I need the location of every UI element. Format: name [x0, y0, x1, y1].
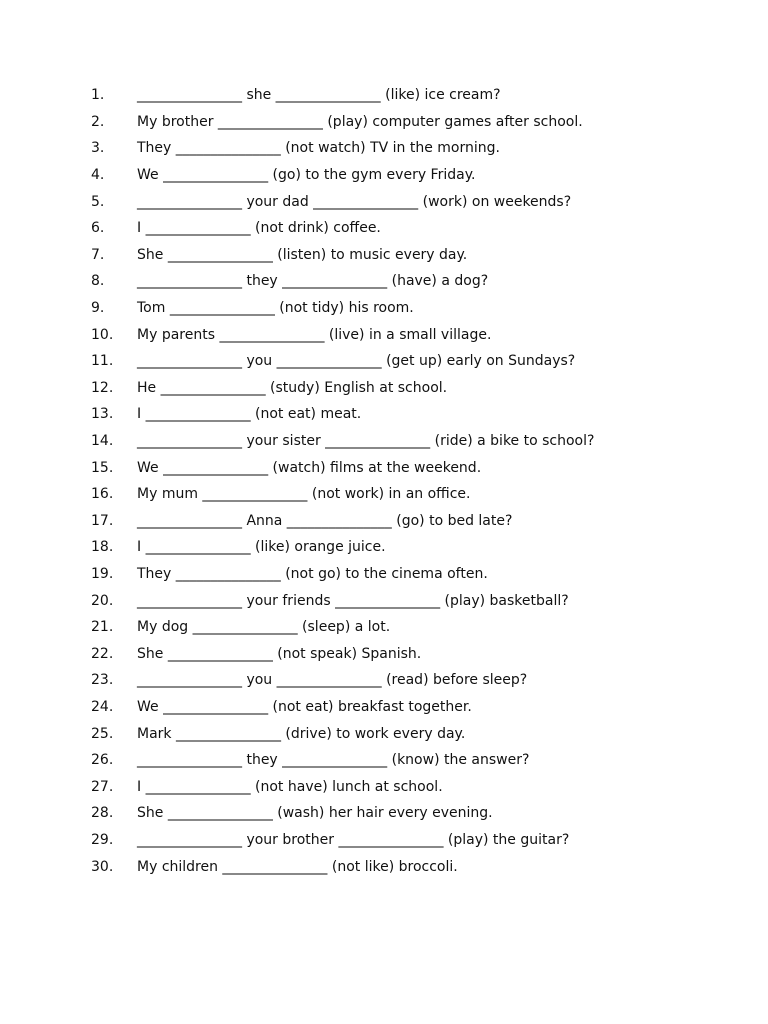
- exercise-item: [91, 508, 731, 535]
- exercise-sentence: _______________ Anna _______________ (go) to bed late?: [137, 512, 513, 529]
- exercise-sentence: We _______________ (go) to the gym every Friday.: [137, 167, 476, 184]
- exercise-sentence: _______________ they _______________ (know) the answer?: [137, 752, 530, 769]
- exercise-item: [91, 561, 731, 588]
- exercise-sentence: _______________ they _______________ (have) a dog?: [137, 273, 489, 290]
- exercise-list: [91, 82, 731, 880]
- exercise-sentence: _______________ your friends _______________ (play) basketball?: [137, 592, 569, 609]
- exercise-item: [91, 747, 731, 774]
- exercise-number: 8.: [91, 273, 105, 290]
- exercise-number: 30.: [91, 858, 114, 875]
- exercise-item: [91, 135, 731, 162]
- exercise-sentence: _______________ you _______________ (read) before sleep?: [137, 672, 528, 689]
- exercise-sentence: We _______________ (not eat) breakfast together.: [137, 698, 472, 715]
- exercise-sentence: _______________ she _______________ (like) ice cream?: [137, 87, 501, 104]
- exercise-item: [91, 587, 731, 614]
- exercise-sentence: My dog _______________ (sleep) a lot.: [137, 619, 391, 636]
- exercise-item: [91, 375, 731, 402]
- exercise-sentence: My children _______________ (not like) broccoli.: [137, 858, 458, 875]
- exercise-item: [91, 800, 731, 827]
- exercise-sentence: My mum _______________ (not work) in an office.: [137, 486, 471, 503]
- exercise-number: 2.: [91, 113, 105, 130]
- exercise-sentence: She _______________ (not speak) Spanish.: [137, 645, 422, 662]
- exercise-number: 12.: [91, 379, 114, 396]
- exercise-number: 25.: [91, 725, 114, 742]
- exercise-sentence: _______________ your sister _______________ (ride) a bike to school?: [137, 433, 595, 450]
- exercise-item: [91, 667, 731, 694]
- exercise-item: [91, 295, 731, 322]
- exercise-number: 10.: [91, 326, 114, 343]
- exercise-sentence: They _______________ (not watch) TV in the morning.: [137, 140, 500, 157]
- exercise-number: 7.: [91, 246, 105, 263]
- exercise-number: 15.: [91, 459, 114, 476]
- exercise-number: 14.: [91, 433, 114, 450]
- exercise-item: [91, 215, 731, 242]
- exercise-sentence: She _______________ (wash) her hair every evening.: [137, 805, 493, 822]
- exercise-sentence: She _______________ (listen) to music every day.: [137, 246, 468, 263]
- exercise-number: 23.: [91, 672, 114, 689]
- exercise-item: [91, 268, 731, 295]
- exercise-item: [91, 827, 731, 854]
- exercise-sentence: My brother _______________ (play) computer games after school.: [137, 113, 583, 130]
- exercise-number: 29.: [91, 831, 114, 848]
- exercise-item: [91, 720, 731, 747]
- exercise-number: 24.: [91, 698, 114, 715]
- exercise-item: [91, 321, 731, 348]
- exercise-number: 26.: [91, 752, 114, 769]
- exercise-sentence: I _______________ (not drink) coffee.: [137, 220, 381, 237]
- exercise-number: 6.: [91, 220, 105, 237]
- exercise-number: 11.: [91, 353, 114, 370]
- exercise-sentence: He _______________ (study) English at school.: [137, 379, 448, 396]
- exercise-sentence: I _______________ (not have) lunch at school.: [137, 778, 443, 795]
- exercise-sentence: I _______________ (not eat) meat.: [137, 406, 362, 423]
- exercise-item: [91, 82, 731, 109]
- exercise-item: [91, 640, 731, 667]
- exercise-item: [91, 614, 731, 641]
- exercise-item: [91, 534, 731, 561]
- exercise-item: [91, 773, 731, 800]
- exercise-number: 19.: [91, 565, 114, 582]
- exercise-sentence: I _______________ (like) orange juice.: [137, 539, 386, 556]
- exercise-item: [91, 428, 731, 455]
- exercise-number: 1.: [91, 87, 105, 104]
- exercise-number: 27.: [91, 778, 114, 795]
- exercise-item: [91, 188, 731, 215]
- exercise-sentence: They _______________ (not go) to the cinema often.: [137, 565, 488, 582]
- exercise-item: [91, 348, 731, 375]
- exercise-number: 20.: [91, 592, 114, 609]
- exercise-number: 4.: [91, 167, 105, 184]
- exercise-sentence: _______________ your dad _______________ (work) on weekends?: [137, 193, 572, 210]
- exercise-item: [91, 401, 731, 428]
- exercise-item: [91, 853, 731, 880]
- exercise-number: 22.: [91, 645, 114, 662]
- exercise-sentence: _______________ your brother _______________ (play) the guitar?: [137, 831, 570, 848]
- exercise-item: [91, 242, 731, 269]
- exercise-item: [91, 454, 731, 481]
- exercise-number: 5.: [91, 193, 105, 210]
- exercise-sentence: We _______________ (watch) films at the weekend.: [137, 459, 482, 476]
- exercise-number: 13.: [91, 406, 114, 423]
- exercise-number: 9.: [91, 300, 105, 317]
- exercise-item: [91, 694, 731, 721]
- exercise-number: 16.: [91, 486, 114, 503]
- exercise-number: 18.: [91, 539, 114, 556]
- exercise-item: [91, 162, 731, 189]
- exercise-sentence: My parents _______________ (live) in a small village.: [137, 326, 492, 343]
- exercise-item: [91, 109, 731, 136]
- exercise-sentence: _______________ you _______________ (get up) early on Sundays?: [137, 353, 576, 370]
- exercise-number: 28.: [91, 805, 114, 822]
- exercise-number: 21.: [91, 619, 114, 636]
- exercise-item: [91, 481, 731, 508]
- exercise-number: 17.: [91, 512, 114, 529]
- exercise-sentence: Mark _______________ (drive) to work every day.: [137, 725, 466, 742]
- exercise-number: 3.: [91, 140, 105, 157]
- exercise-sentence: Tom _______________ (not tidy) his room.: [137, 300, 414, 317]
